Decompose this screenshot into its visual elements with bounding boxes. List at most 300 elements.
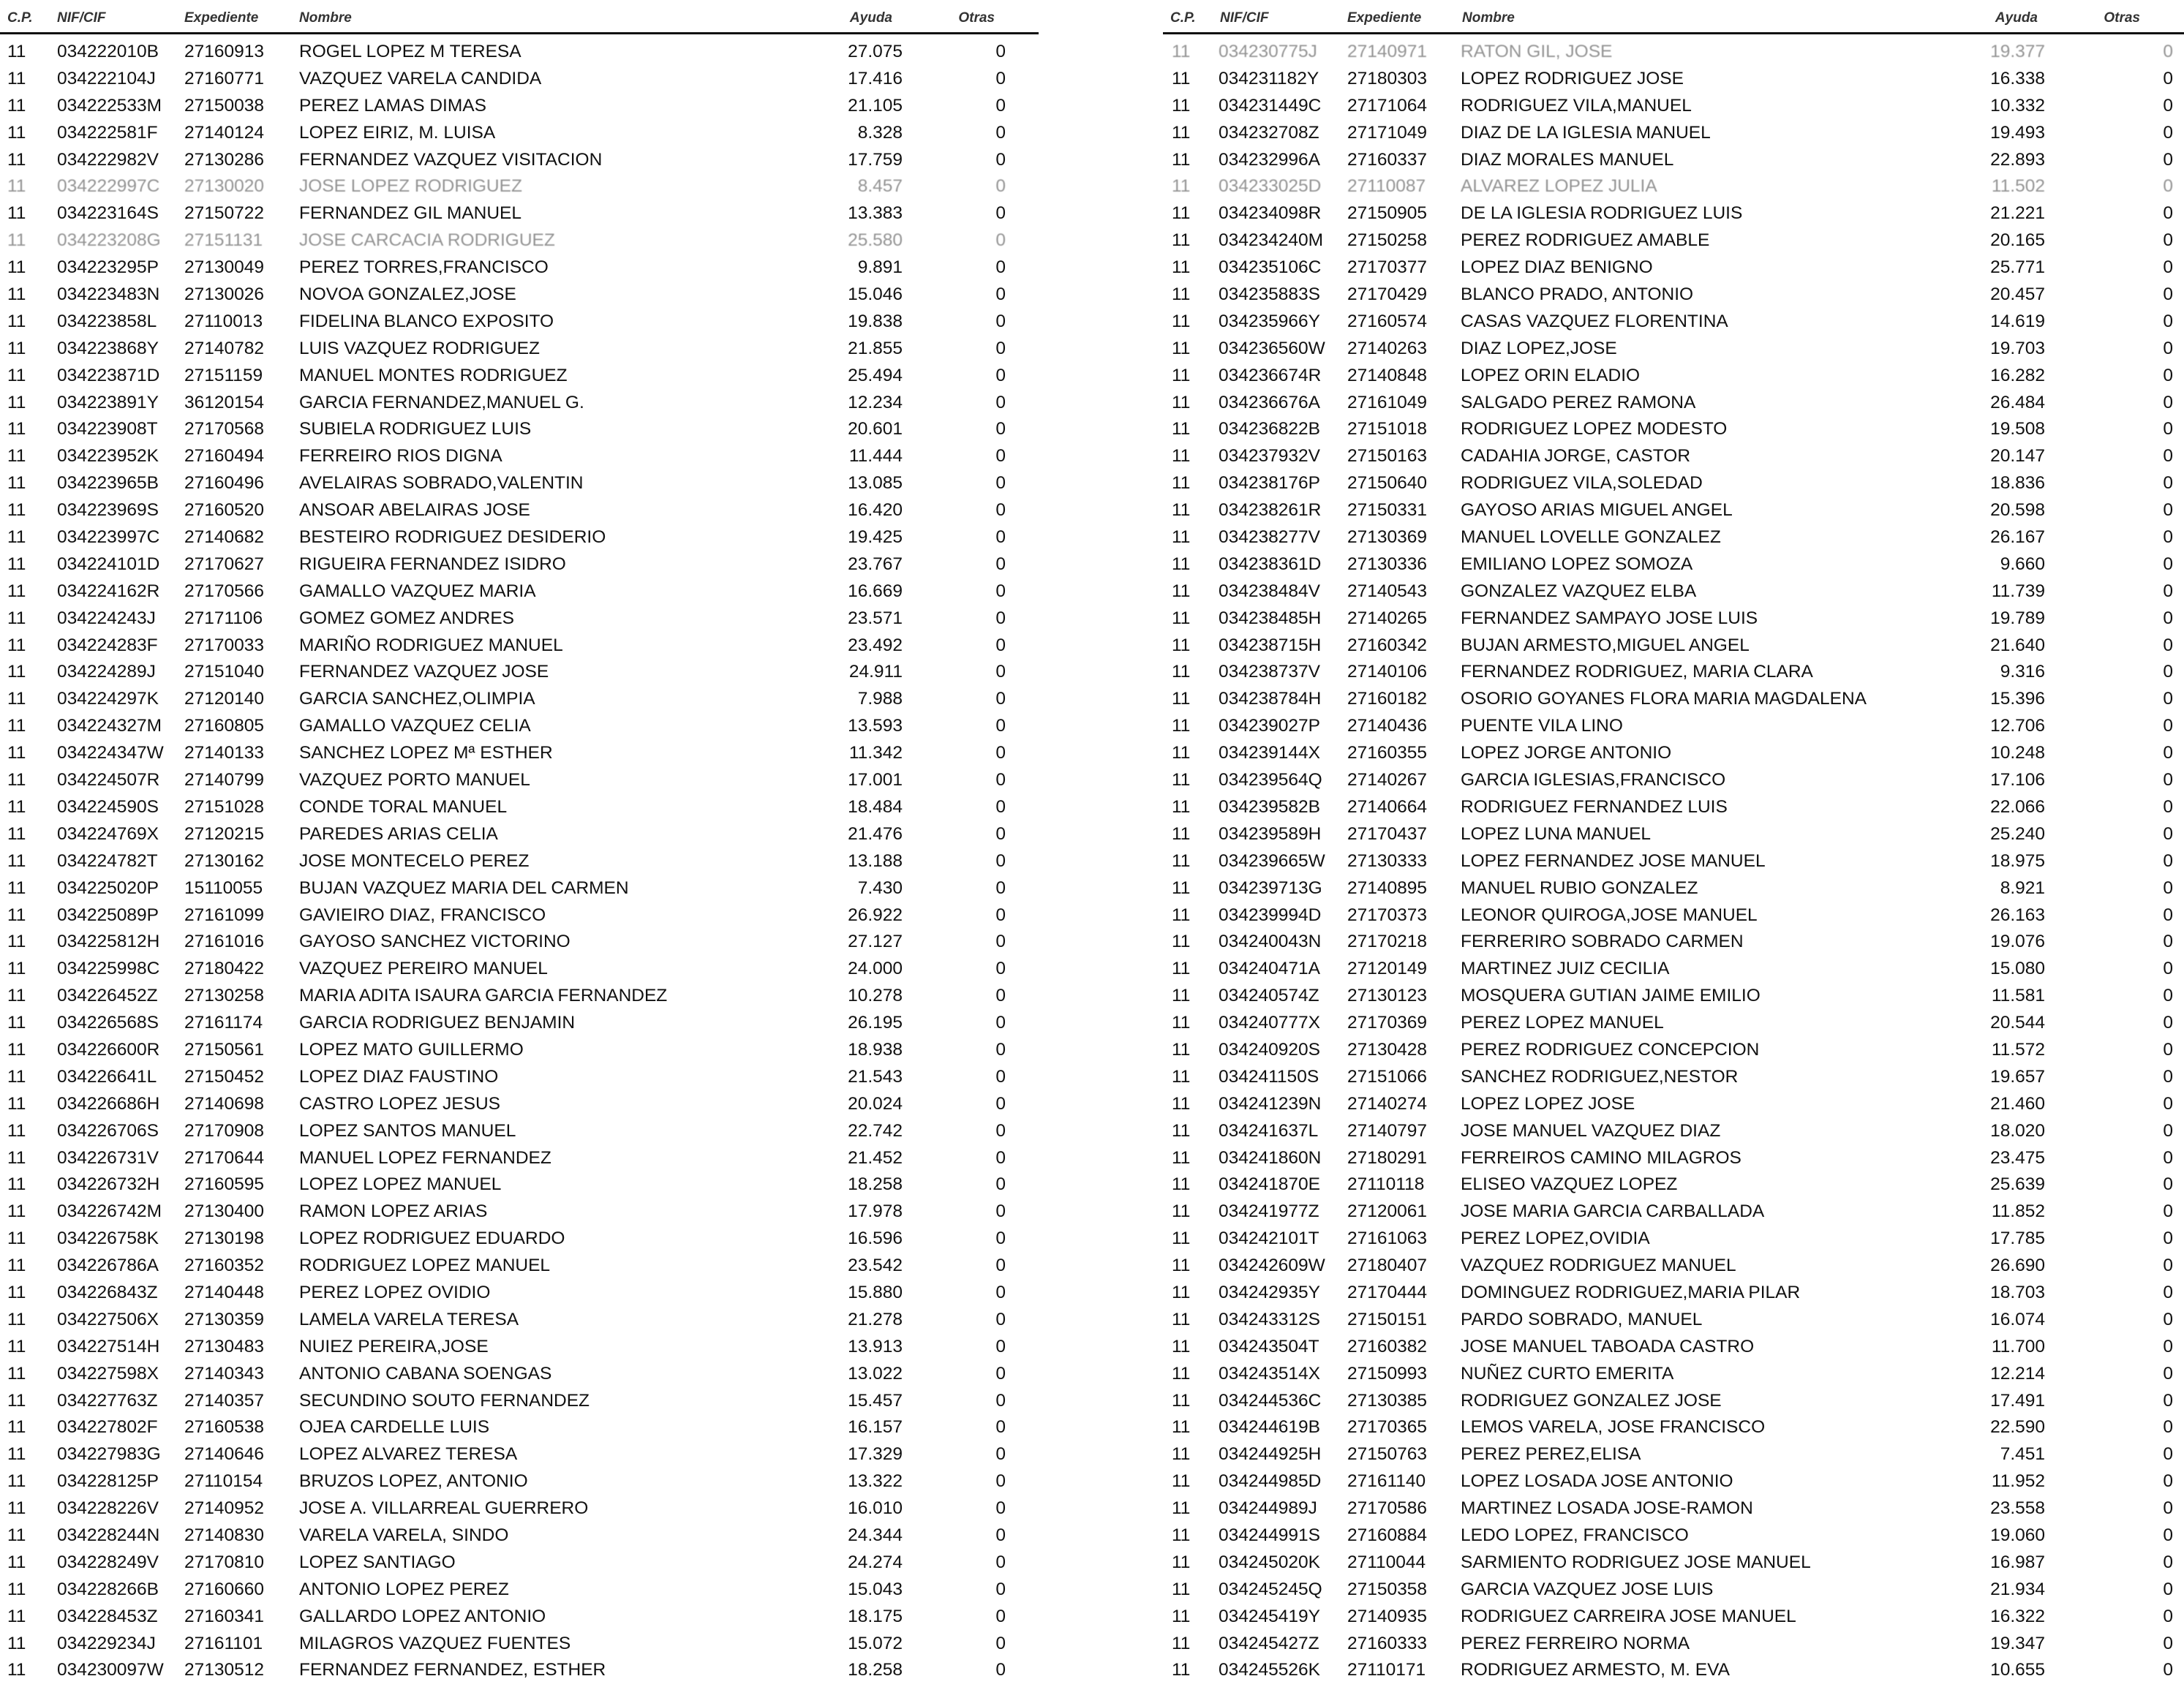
cell-nif: 034238176P (1219, 473, 1320, 494)
cell-cod: 11 (7, 1147, 26, 1168)
table-row (1163, 1577, 2184, 1604)
cell-otras: 0 (995, 1606, 1006, 1626)
cell-nombre: SANCHEZ RODRIGUEZ,NESTOR (1461, 1066, 1739, 1087)
cell-nif: 034236822B (1219, 419, 1320, 439)
cell-expediente: 27160337 (1347, 149, 1428, 170)
cell-nif: 034224243J (57, 608, 156, 628)
cell-nif: 034235106C (1219, 257, 1322, 278)
header-ayuda: Ayuda (849, 10, 892, 26)
cell-ayuda: 11.572 (1991, 1039, 2045, 1060)
cell-nif: 034228226V (57, 1498, 159, 1519)
cell-nombre: SARMIENTO RODRIGUEZ JOSE MANUEL (1461, 1552, 1811, 1572)
table-row (0, 903, 1039, 930)
cell-expediente: 27120149 (1347, 959, 1428, 979)
cell-nif: 034229234J (57, 1633, 156, 1653)
cell-expediente: 27160805 (184, 716, 265, 736)
cell-ayuda: 20.147 (1990, 446, 2045, 467)
cell-nif: 034226732H (57, 1174, 160, 1195)
table-row (1163, 1604, 2184, 1631)
cell-otras: 0 (995, 1579, 1006, 1599)
cell-nombre: PEREZ LAMAS DIMAS (299, 95, 486, 116)
table-row (1163, 822, 2184, 849)
cell-ayuda: 11.581 (1991, 986, 2045, 1006)
cell-otras: 0 (2163, 122, 2173, 143)
cell-nombre: SANCHEZ LOPEZ Mª ESTHER (299, 743, 553, 763)
cell-nif: 034239564Q (1219, 770, 1322, 790)
cell-ayuda: 13.188 (848, 850, 903, 871)
cell-nombre: LOPEZ FERNANDEZ JOSE MANUEL (1461, 850, 1766, 871)
table-row (0, 1092, 1039, 1119)
cell-nombre: AVELAIRAS SOBRADO,VALENTIN (299, 473, 584, 494)
cell-nombre: LEMOS VARELA, JOSE FRANCISCO (1461, 1417, 1766, 1438)
cell-otras: 0 (995, 419, 1006, 439)
cell-expediente: 27110118 (1347, 1174, 1425, 1195)
cell-ayuda: 11.952 (1991, 1471, 2045, 1492)
cell-ayuda: 25.240 (1990, 823, 2045, 844)
cell-cod: 11 (7, 932, 26, 952)
cell-expediente: 27160538 (184, 1417, 265, 1438)
cell-expediente: 27140106 (1347, 662, 1428, 682)
cell-otras: 0 (995, 338, 1006, 358)
cell-nombre: BUJAN ARMESTO,MIGUEL ANGEL (1461, 635, 1750, 655)
cell-ayuda: 9.891 (857, 257, 903, 278)
cell-otras: 0 (995, 932, 1006, 952)
table-row (1163, 417, 2184, 444)
cell-expediente: 27130359 (184, 1309, 265, 1329)
cell-cod: 11 (1172, 554, 1191, 574)
cell-nombre: BLANCO PRADO, ANTONIO (1461, 284, 1694, 305)
cell-ayuda: 21.460 (1990, 1093, 2045, 1114)
cell-nif: 034222533M (57, 95, 162, 116)
cell-nombre: GARCIA VAZQUEZ JOSE LUIS (1461, 1579, 1714, 1599)
table-row (0, 1362, 1039, 1389)
cell-nombre: LOPEZ ALVAREZ TERESA (299, 1444, 518, 1465)
cell-nif: 034227506X (57, 1309, 159, 1329)
cell-otras: 0 (2163, 257, 2173, 278)
cell-ayuda: 13.322 (848, 1471, 903, 1492)
cell-expediente: 27150331 (1347, 500, 1428, 521)
cell-otras: 0 (2163, 716, 2173, 736)
cell-expediente: 27160520 (184, 500, 265, 521)
cell-nombre: FERNANDEZ VAZQUEZ VISITACION (299, 149, 603, 170)
cell-otras: 0 (995, 1174, 1006, 1195)
cell-nombre: BUJAN VAZQUEZ MARIA DEL CARMEN (299, 878, 629, 898)
table-row (0, 1119, 1039, 1146)
cell-nif: 034223952K (57, 446, 159, 467)
cell-nombre: LOPEZ RODRIGUEZ JOSE (1461, 68, 1684, 88)
cell-expediente: 27160496 (184, 473, 265, 494)
cell-nif: 034239144X (1219, 743, 1320, 763)
cell-cod: 11 (1172, 149, 1191, 170)
cell-expediente: 27130162 (184, 850, 265, 871)
cell-expediente: 27130020 (184, 176, 265, 197)
cell-otras: 0 (995, 1066, 1006, 1087)
table-row (1163, 1199, 2184, 1226)
cell-cod: 11 (7, 1525, 26, 1545)
cell-otras: 0 (995, 42, 1006, 61)
cell-nombre: MARTINEZ JUIZ CECILIA (1461, 959, 1670, 979)
cell-nif: 034227598X (57, 1363, 159, 1384)
table-row (1163, 660, 2184, 687)
cell-cod: 11 (7, 823, 26, 844)
cell-ayuda: 19.657 (1990, 1066, 2045, 1087)
cell-ayuda: 10.332 (1990, 95, 2045, 116)
cell-nif: 034226758K (57, 1229, 159, 1249)
cell-cod: 11 (7, 311, 26, 331)
cell-nombre: PEREZ LOPEZ OVIDIO (299, 1282, 491, 1302)
cell-otras: 0 (2163, 1498, 2173, 1519)
cell-expediente: 27160660 (184, 1579, 265, 1599)
cell-cod: 11 (1172, 1444, 1191, 1465)
cell-nombre: RODRIGUEZ ARMESTO, M. EVA (1461, 1660, 1731, 1680)
cell-nombre: LOPEZ LOPEZ JOSE (1461, 1093, 1635, 1114)
cell-nombre: MOSQUERA GUTIAN JAIME EMILIO (1461, 986, 1761, 1006)
cell-nombre: LAMELA VARELA TERESA (299, 1309, 519, 1329)
cell-otras: 0 (2163, 1147, 2173, 1168)
cell-ayuda: 21.278 (848, 1309, 903, 1329)
cell-cod: 11 (7, 554, 26, 574)
cell-expediente: 27180291 (1347, 1147, 1428, 1168)
cell-otras: 0 (2163, 986, 2173, 1006)
cell-otras: 0 (995, 959, 1006, 979)
cell-cod: 11 (1172, 473, 1191, 494)
cell-ayuda: 7.430 (857, 878, 903, 898)
cell-cod: 11 (7, 230, 26, 251)
cell-nombre: PEREZ TORRES,FRANCISCO (299, 257, 549, 278)
cell-nif: 034222581F (57, 122, 158, 143)
cell-expediente: 36120154 (184, 392, 265, 412)
cell-nif: 034240920S (1219, 1039, 1320, 1060)
cell-nif: 034225089P (57, 905, 159, 925)
table-row (1163, 1362, 2184, 1389)
cell-nif: 034241637L (1219, 1120, 1319, 1141)
cell-cod: 11 (7, 1336, 26, 1356)
table-row (1163, 633, 2184, 660)
table-row (0, 1307, 1039, 1335)
cell-nif: 034226706S (57, 1120, 159, 1141)
cell-ayuda: 26.163 (1990, 905, 2045, 925)
cell-otras: 0 (2163, 1174, 2173, 1195)
cell-ayuda: 21.934 (1990, 1579, 2045, 1599)
cell-nombre: MILAGROS VAZQUEZ FUENTES (299, 1633, 571, 1653)
cell-cod: 11 (1172, 446, 1191, 467)
cell-expediente: 27151066 (1347, 1066, 1428, 1087)
cell-cod: 11 (1172, 1093, 1191, 1114)
cell-otras: 0 (995, 1039, 1006, 1060)
cell-cod: 11 (1172, 176, 1191, 197)
cell-cod: 11 (7, 1363, 26, 1384)
cell-otras: 0 (2163, 311, 2173, 331)
cell-expediente: 27180407 (1347, 1256, 1428, 1276)
cell-expediente: 27120061 (1347, 1201, 1428, 1222)
cell-expediente: 27170644 (184, 1147, 265, 1168)
cell-otras: 0 (2163, 554, 2173, 574)
cell-nif: 034238277V (1219, 527, 1320, 548)
cell-otras: 0 (995, 689, 1006, 709)
cell-ayuda: 20.024 (848, 1093, 903, 1114)
table-row (1163, 336, 2184, 363)
cell-nif: 034226600R (57, 1039, 160, 1060)
cell-ayuda: 23.558 (1990, 1498, 2045, 1519)
header-otras: Otras (2104, 10, 2140, 26)
cell-cod: 11 (7, 419, 26, 439)
cell-nif: 034231182Y (1219, 68, 1319, 88)
cell-expediente: 27130049 (184, 257, 265, 278)
cell-nombre: VAZQUEZ RODRIGUEZ MANUEL (1461, 1256, 1736, 1276)
cell-otras: 0 (995, 473, 1006, 494)
cell-ayuda: 23.475 (1990, 1147, 2045, 1168)
table-row (0, 1415, 1039, 1442)
cell-nombre: ANTONIO CABANA SOENGAS (299, 1363, 552, 1384)
cell-nif: 034223858L (57, 311, 157, 331)
table-row (1163, 471, 2184, 498)
cell-expediente: 27170429 (1347, 284, 1428, 305)
cell-nombre: RAMON LOPEZ ARIAS (299, 1201, 488, 1222)
cell-nombre: LOPEZ JORGE ANTONIO (1461, 743, 1672, 763)
cell-cod: 11 (1172, 1417, 1191, 1438)
cell-ayuda: 26.690 (1990, 1256, 2045, 1276)
header-nombre: Nombre (299, 10, 352, 26)
cell-cod: 11 (7, 1174, 26, 1195)
cell-cod: 11 (1172, 311, 1191, 331)
cell-nombre: GAMALLO VAZQUEZ MARIA (299, 581, 536, 601)
cell-nif: 034238737V (1219, 662, 1320, 682)
cell-ayuda: 22.742 (848, 1120, 903, 1141)
cell-expediente: 27150258 (1347, 230, 1428, 251)
cell-nif: 034238784H (1219, 689, 1322, 709)
cell-nif: 034241977Z (1219, 1201, 1319, 1222)
cell-expediente: 27130026 (184, 284, 265, 305)
cell-nombre: JOSE MARIA GARCIA CARBALLADA (1461, 1201, 1765, 1222)
cell-ayuda: 18.258 (848, 1660, 903, 1680)
cell-expediente: 27180303 (1347, 68, 1428, 88)
cell-expediente: 27150722 (184, 203, 265, 224)
table-row (0, 39, 1039, 67)
cell-ayuda: 17.001 (848, 770, 903, 790)
cell-cod: 11 (1172, 1039, 1191, 1060)
table-row (0, 228, 1039, 255)
cell-nombre: MARIA ADITA ISAURA GARCIA FERNANDEZ (299, 986, 668, 1006)
table-row (1163, 1172, 2184, 1199)
cell-nif: 034222010B (57, 42, 159, 61)
cell-nombre: GAVIEIRO DIAZ, FRANCISCO (299, 905, 546, 925)
cell-otras: 0 (2163, 42, 2173, 61)
cell-cod: 11 (1172, 932, 1191, 952)
cell-ayuda: 24.911 (848, 662, 903, 682)
cell-otras: 0 (2163, 1229, 2173, 1249)
cell-cod: 11 (7, 473, 26, 494)
cell-cod: 11 (1172, 1606, 1191, 1626)
cell-nombre: MARTINEZ LOSADA JOSE-RAMON (1461, 1498, 1753, 1519)
cell-expediente: 27161016 (184, 932, 265, 952)
cell-expediente: 27160494 (184, 446, 265, 467)
table-row (0, 1631, 1039, 1658)
cell-nif: 034223295P (57, 257, 159, 278)
cell-otras: 0 (2163, 392, 2173, 412)
cell-otras: 0 (995, 1229, 1006, 1249)
cell-nombre: FERRERIRO SOBRADO CARMEN (1461, 932, 1744, 952)
cell-ayuda: 10.278 (848, 986, 903, 1006)
cell-expediente: 27160771 (184, 68, 265, 88)
cell-otras: 0 (995, 1660, 1006, 1680)
cell-cod: 11 (1172, 68, 1191, 88)
cell-nombre: LOPEZ ORIN ELADIO (1461, 365, 1641, 385)
table-row (0, 363, 1039, 390)
cell-ayuda: 11.342 (848, 743, 903, 763)
cell-otras: 0 (995, 500, 1006, 521)
cell-nif: 034226452Z (57, 986, 158, 1006)
cell-nif: 034228125P (57, 1471, 159, 1492)
cell-otras: 0 (2163, 581, 2173, 601)
cell-nombre: NUÑEZ CURTO EMERITA (1461, 1363, 1674, 1384)
cell-cod: 11 (7, 1013, 26, 1033)
cell-nif: 034223483N (57, 284, 160, 305)
cell-ayuda: 16.010 (848, 1498, 903, 1519)
cell-nif: 034235883S (1219, 284, 1320, 305)
table-row (0, 1199, 1039, 1226)
cell-ayuda: 16.338 (1990, 68, 2045, 88)
cell-nif: 034223997C (57, 527, 160, 548)
cell-otras: 0 (2163, 1066, 2173, 1087)
cell-nif: 034230775J (1219, 42, 1317, 61)
cell-ayuda: 19.076 (1990, 932, 2045, 952)
cell-nif: 034223969S (57, 500, 159, 521)
cell-expediente: 27170437 (1347, 823, 1428, 844)
cell-expediente: 27160382 (1347, 1336, 1428, 1356)
cell-nif: 034245526K (1219, 1660, 1320, 1680)
cell-otras: 0 (995, 1633, 1006, 1653)
cell-cod: 11 (7, 392, 26, 412)
cell-cod: 11 (1172, 823, 1191, 844)
cell-nombre: ELISEO VAZQUEZ LOPEZ (1461, 1174, 1678, 1195)
cell-cod: 11 (7, 959, 26, 979)
cell-ayuda: 20.601 (848, 419, 903, 439)
cell-expediente: 27140436 (1347, 716, 1428, 736)
table-row (0, 1065, 1039, 1092)
cell-cod: 11 (7, 122, 26, 143)
cell-otras: 0 (2163, 905, 2173, 925)
cell-otras: 0 (2163, 1093, 2173, 1114)
cell-ayuda: 26.484 (1990, 392, 2045, 412)
cell-expediente: 27160341 (184, 1606, 265, 1626)
cell-nombre: FERNANDEZ RODRIGUEZ, MARIA CLARA (1461, 662, 1813, 682)
cell-expediente: 27150358 (1347, 1579, 1428, 1599)
cell-nif: 034222997C (57, 176, 160, 197)
cell-ayuda: 10.248 (1990, 743, 2045, 763)
cell-nif: 034244985D (1219, 1471, 1322, 1492)
cell-nombre: PUENTE VILA LINO (1461, 716, 1623, 736)
cell-expediente: 27160913 (184, 42, 265, 61)
cell-otras: 0 (2163, 365, 2173, 385)
cell-expediente: 27150993 (1347, 1363, 1428, 1384)
cell-expediente: 27140830 (184, 1525, 265, 1545)
cell-otras: 0 (2163, 743, 2173, 763)
table-row (1163, 1119, 2184, 1146)
table-row (1163, 1038, 2184, 1065)
cell-nombre: LOPEZ MATO GUILLERMO (299, 1039, 524, 1060)
cell-ayuda: 17.416 (848, 68, 903, 88)
cell-nif: 034236674R (1219, 365, 1322, 385)
table-row (1163, 121, 2184, 148)
cell-otras: 0 (995, 1552, 1006, 1572)
cell-expediente: 27170369 (1347, 1013, 1428, 1033)
cell-ayuda: 21.543 (848, 1066, 903, 1087)
cell-cod: 11 (1172, 392, 1191, 412)
table-row (0, 67, 1039, 94)
cell-ayuda: 16.987 (1990, 1552, 2045, 1572)
cell-expediente: 27140265 (1347, 608, 1428, 628)
cell-expediente: 27130336 (1347, 554, 1428, 574)
table-row (0, 795, 1039, 822)
table-row (1163, 984, 2184, 1011)
cell-otras: 0 (2163, 1525, 2173, 1545)
cell-otras: 0 (995, 850, 1006, 871)
cell-expediente: 27140799 (184, 770, 265, 790)
cell-nif: 034225020P (57, 878, 159, 898)
cell-nombre: VAZQUEZ VARELA CANDIDA (299, 68, 542, 88)
cell-nif: 034224327M (57, 716, 162, 736)
cell-ayuda: 20.165 (1990, 230, 2045, 251)
cell-cod: 11 (1172, 878, 1191, 898)
cell-cod: 11 (1172, 905, 1191, 925)
cell-nif: 034239665W (1219, 850, 1325, 871)
cell-expediente: 27170810 (184, 1552, 265, 1572)
cell-expediente: 27140448 (184, 1282, 265, 1302)
cell-cod: 11 (7, 581, 26, 601)
cell-nif: 034233025D (1219, 176, 1322, 197)
header-divider (0, 32, 1039, 34)
left-table-body (0, 39, 1039, 1685)
cell-expediente: 27160342 (1347, 635, 1428, 655)
cell-otras: 0 (2163, 635, 2173, 655)
table-row (1163, 1226, 2184, 1253)
table-row (0, 525, 1039, 552)
cell-nif: 034224769X (57, 823, 159, 844)
table-row (1163, 363, 2184, 390)
cell-expediente: 27110154 (184, 1471, 263, 1492)
cell-nombre: CADAHIA JORGE, CASTOR (1461, 446, 1691, 467)
cell-expediente: 27170627 (184, 554, 265, 574)
cell-otras: 0 (2163, 1282, 2173, 1302)
cell-cod: 11 (1172, 500, 1191, 521)
table-row (0, 94, 1039, 121)
cell-nif: 034234240M (1219, 230, 1324, 251)
cell-nif: 034243312S (1219, 1309, 1320, 1329)
cell-otras: 0 (2163, 149, 2173, 170)
cell-expediente: 27170373 (1347, 905, 1428, 925)
cell-nif: 034224283F (57, 635, 158, 655)
cell-cod: 11 (1172, 203, 1191, 224)
table-row (1163, 498, 2184, 525)
cell-nombre: LOPEZ LOPEZ MANUEL (299, 1174, 502, 1195)
cell-ayuda: 21.452 (848, 1147, 903, 1168)
cell-ayuda: 27.075 (848, 42, 903, 61)
cell-ayuda: 18.175 (848, 1606, 903, 1626)
cell-expediente: 27151028 (184, 796, 265, 817)
cell-expediente: 27161174 (184, 1013, 263, 1033)
cell-cod: 11 (7, 257, 26, 278)
cell-otras: 0 (995, 1147, 1006, 1168)
cell-nif: 034227983G (57, 1444, 161, 1465)
table-row (1163, 1253, 2184, 1280)
cell-otras: 0 (995, 1013, 1006, 1033)
cell-nif: 034224782T (57, 850, 158, 871)
cell-expediente: 27140543 (1347, 581, 1428, 601)
cell-cod: 11 (7, 1229, 26, 1249)
cell-cod: 11 (1172, 1552, 1191, 1572)
cell-ayuda: 16.420 (848, 500, 903, 521)
cell-nif: 034228266B (57, 1579, 159, 1599)
